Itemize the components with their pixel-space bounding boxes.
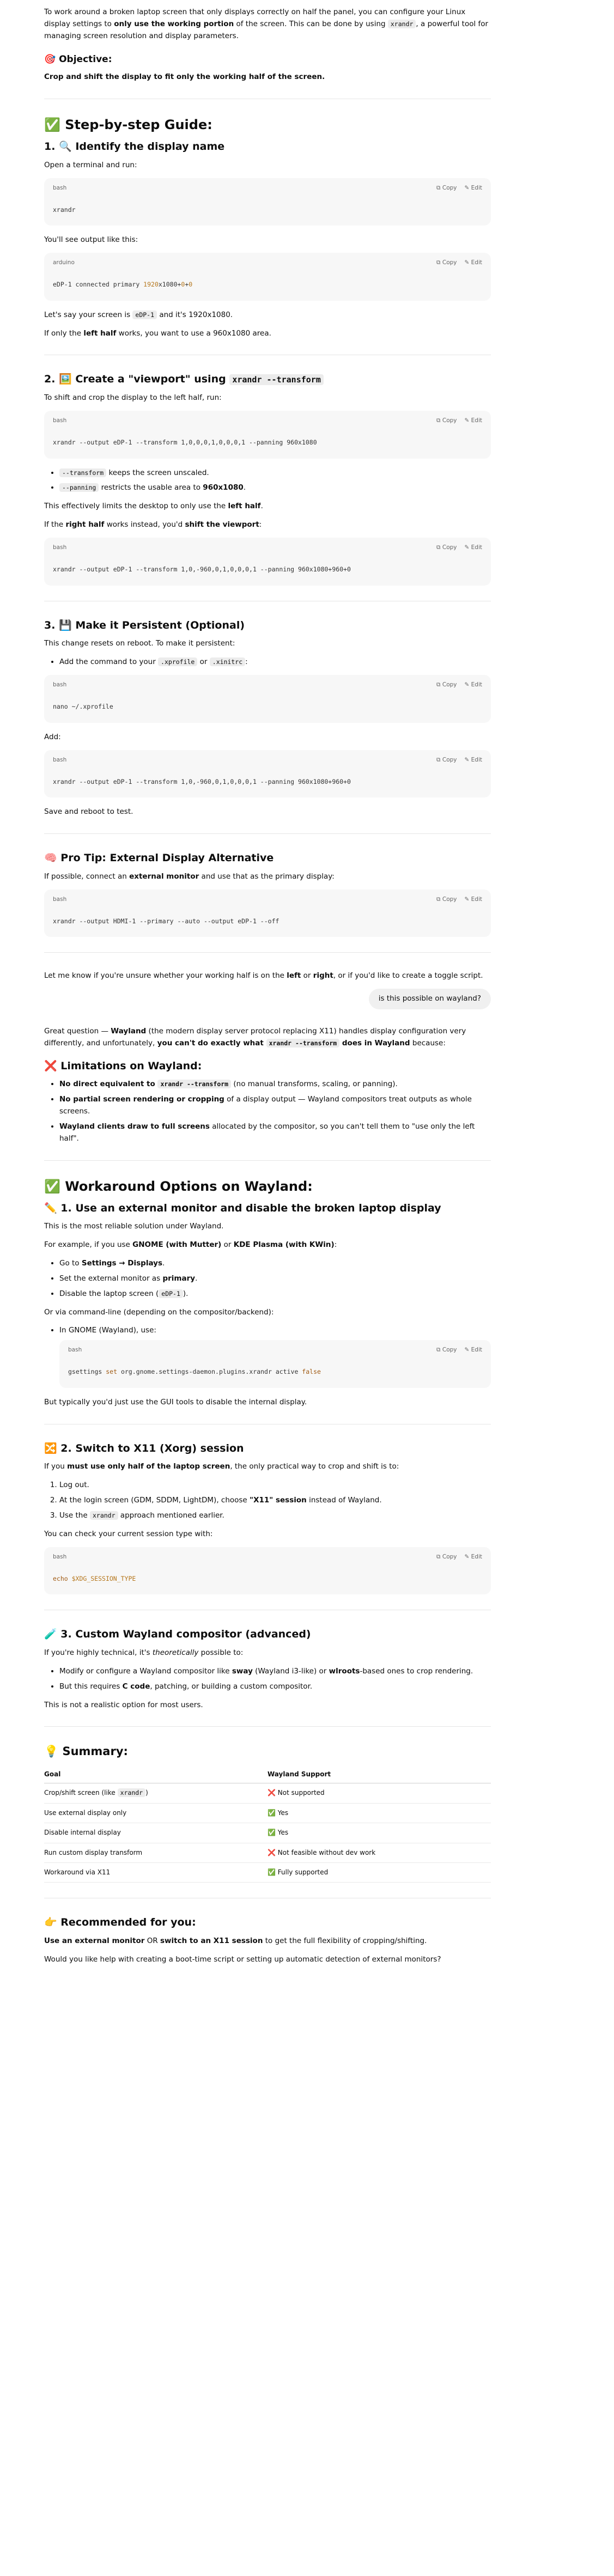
edit-label: Edit <box>471 681 482 689</box>
copy-button[interactable]: ⧉ Copy <box>436 1553 457 1560</box>
text-bold: Use an external monitor <box>44 1936 145 1946</box>
w1-p4: But typically you'd just use the GUI tools to disable the internal display. <box>44 1397 307 1406</box>
list-item <box>59 1666 491 1678</box>
step1-heading: 1. 🔍 Identify the display name <box>44 141 225 153</box>
text-bold: "X11" session <box>250 1496 307 1505</box>
copy-label: Copy <box>442 896 457 903</box>
code-content <box>44 267 491 301</box>
text: . <box>162 1259 165 1268</box>
text: If possible, connect an <box>44 872 130 881</box>
list-item: 1. Log out. <box>59 1479 491 1491</box>
text-bold: KDE Plasma (with KWin) <box>233 1240 335 1250</box>
ordered-list <box>59 1479 491 1522</box>
copy-label: Copy <box>442 259 457 266</box>
text-bold: wlroots <box>329 1666 360 1676</box>
text: (Wayland i3-like) or <box>252 1666 329 1676</box>
inline-code: --transform <box>59 468 106 477</box>
inline-code: xrandr --transform <box>229 374 324 385</box>
bullet-list <box>59 1079 491 1144</box>
table-header: Goal <box>44 1766 268 1783</box>
code-language: arduino <box>53 259 75 266</box>
copy-label: Copy <box>442 681 457 689</box>
recommended-p1 <box>44 1935 491 1947</box>
text: restricts the usable area to <box>99 483 203 492</box>
edit-button[interactable]: ✎ Edit <box>464 259 482 266</box>
code-content: xrandr --output eDP-1 --transform 1,0,-960,0,1,0,0,0,1 --panning 960x1080+960+0 <box>53 777 351 785</box>
table-cell: ✅ Yes <box>268 1803 491 1823</box>
code-language: bash <box>53 184 67 191</box>
table-header: Wayland Support <box>268 1766 491 1783</box>
code-block <box>44 750 491 798</box>
copy-button[interactable]: ⧉ Copy <box>436 417 457 424</box>
text: does in Wayland <box>339 1038 410 1048</box>
table-cell: Disable internal display <box>44 1823 268 1843</box>
edit-label: Edit <box>471 1347 482 1354</box>
inline-code: --panning <box>59 483 99 492</box>
answer-p1 <box>44 1026 491 1050</box>
code-block <box>44 178 491 226</box>
bullet-list <box>59 1258 491 1300</box>
limitations-heading: ❌ Limitations on Wayland: <box>44 1059 202 1072</box>
code-language: bash <box>53 1553 67 1560</box>
divider <box>44 833 491 834</box>
text-bold: right half <box>65 520 105 529</box>
code-content: nano ~/.xprofile <box>53 703 113 711</box>
code-block <box>44 538 491 586</box>
text-bold: only use the working portion <box>114 19 234 28</box>
edit-button[interactable]: ✎ Edit <box>464 756 482 763</box>
text: approach mentioned earlier. <box>118 1511 224 1520</box>
text-bold <box>59 1080 231 1088</box>
text: because: <box>410 1038 446 1048</box>
inline-code: xrandr <box>90 1511 118 1520</box>
list-item <box>59 1094 491 1118</box>
text: or <box>221 1240 234 1250</box>
text: . <box>260 502 263 511</box>
code-text: gsettings <box>68 1368 106 1376</box>
text-bold: switch to an X11 session <box>160 1936 263 1946</box>
intro-paragraph <box>44 7 491 42</box>
step2-p2 <box>44 501 491 513</box>
inline-code: xrandr --transform <box>157 1080 231 1088</box>
table-cell: Use external display only <box>44 1803 268 1823</box>
list-item <box>59 1258 491 1270</box>
text-bold: left half <box>83 328 117 338</box>
w2-p2: You can check your current session type with: <box>44 1529 213 1538</box>
text: to get the full flexibility of cropping/shifting. <box>263 1936 427 1946</box>
step1-p3 <box>44 309 491 321</box>
copy-button[interactable]: ⧉ Copy <box>436 544 457 551</box>
text: Let me know if you're unsure whether your working half is on the <box>44 971 287 981</box>
text: works instead, you'd <box>104 520 185 529</box>
code-language: bash <box>68 1347 82 1354</box>
text-bold: must use only half of the laptop screen <box>67 1462 230 1471</box>
edit-label: Edit <box>471 259 482 266</box>
text-bold: Wayland <box>111 1026 147 1036</box>
text: , patching, or building a custom compositor. <box>150 1682 313 1691</box>
step1-p1: Open a terminal and run: <box>44 160 137 169</box>
divider <box>44 1726 491 1727</box>
text: or <box>197 657 210 667</box>
list-item <box>59 1495 491 1507</box>
code-block <box>44 1547 491 1595</box>
text: This effectively limits the desktop to only use the <box>44 502 228 511</box>
text-bold: left half <box>228 502 261 511</box>
code-number: 0 <box>181 281 185 289</box>
text: -based ones to crop rendering. <box>360 1666 473 1676</box>
edit-button[interactable]: ✎ Edit <box>464 896 482 903</box>
edit-button[interactable]: ✎ Edit <box>464 1347 482 1354</box>
text: 2. 🖼️ Create a "viewport" using <box>44 373 230 386</box>
text: possible to: <box>198 1648 244 1658</box>
code-block <box>44 675 491 723</box>
divider <box>44 952 491 953</box>
summary-table <box>44 1766 491 1883</box>
edit-label: Edit <box>471 756 482 763</box>
text-italic: theoretically <box>152 1648 199 1658</box>
list-item <box>59 482 491 494</box>
copy-button[interactable]: ⧉ Copy <box>436 756 457 763</box>
table-row <box>44 1783 491 1803</box>
text-bold: sway <box>232 1666 253 1676</box>
code-text: eDP-1 connected primary <box>53 281 144 289</box>
text: of the screen. This can be done by using <box>234 19 388 28</box>
text: (no manual transforms, scaling, or panning). <box>231 1080 398 1089</box>
list-item <box>59 1079 491 1091</box>
text: , the only practical way to crop and shift is to: <box>230 1462 399 1471</box>
text: instead of Wayland. <box>306 1496 382 1505</box>
inline-code: .xprofile <box>158 657 197 666</box>
inline-code: .xinitrc <box>210 657 245 666</box>
objective-heading: 🎯 Objective: <box>44 53 112 65</box>
code-text: + <box>185 281 189 289</box>
text: At the login screen (GDM, SDDM, LightDM), choose <box>59 1496 250 1505</box>
text: you can't do exactly what <box>157 1038 266 1048</box>
chat-conversation <box>44 0 491 1994</box>
text: . <box>195 1274 198 1283</box>
w3-p2: This is not a realistic option for most users. <box>44 1700 203 1709</box>
code-text: x1080+ <box>158 281 181 289</box>
inline-code: xrandr --transform <box>266 1039 340 1048</box>
w2-p1 <box>44 1461 491 1473</box>
code-keyword: false <box>302 1368 321 1376</box>
text: If the <box>44 520 66 529</box>
text-bold: left <box>287 971 301 981</box>
text-bold: Wayland clients draw to full screens <box>59 1122 210 1131</box>
text: : <box>259 520 262 529</box>
text: Crop/shift screen (like <box>44 1789 118 1797</box>
copy-label: Copy <box>442 544 457 551</box>
text-bold: 960x1080 <box>203 483 244 492</box>
code-content: xrandr <box>53 205 76 214</box>
text: No direct equivalent to <box>59 1080 158 1089</box>
text: If you <box>44 1462 68 1471</box>
text: Great question — <box>44 1026 111 1036</box>
summary-heading: 💡 Summary: <box>44 1745 128 1758</box>
text: works, you want to use a 960x1080 area. <box>116 328 271 338</box>
inline-code: eDP-1 <box>132 310 157 319</box>
text-bold: external monitor <box>129 872 199 881</box>
table-cell: ❌ Not feasible without dev work <box>268 1843 491 1862</box>
copy-button[interactable]: ⧉ Copy <box>436 681 457 689</box>
list-item <box>59 467 491 479</box>
edit-label: Edit <box>471 1553 482 1560</box>
inline-code: xrandr <box>118 1788 146 1797</box>
text: . <box>243 483 246 492</box>
copy-button[interactable]: ⧉ Copy <box>436 259 457 266</box>
table-cell: ✅ Fully supported <box>268 1862 491 1882</box>
text: But this requires <box>59 1682 123 1691</box>
user-message: is this possible on wayland? <box>369 989 491 1009</box>
code-content: xrandr --output HDMI-1 --primary --auto --output eDP-1 --off <box>53 917 279 925</box>
text: allocated by the compositor, so you can't tell them to "use only the left half". <box>59 1122 475 1143</box>
divider <box>44 1160 491 1161</box>
step3-p3: Save and reboot to test. <box>44 807 133 817</box>
code-block <box>44 253 491 301</box>
user-message-row <box>44 989 491 1009</box>
text: of a display output — Wayland compositors treat outputs as whole screens. <box>59 1095 472 1116</box>
bullet-list <box>59 1325 491 1337</box>
code-content: xrandr --output eDP-1 --transform 1,0,0,0,1,0,0,0,1 --panning 960x1080 <box>53 438 317 446</box>
code-content <box>59 1355 491 1388</box>
table-cell: Run custom display transform <box>44 1843 268 1862</box>
text: Add the command to your <box>59 657 159 667</box>
workaround3-heading: 🧪 3. Custom Wayland compositor (advanced) <box>44 1628 311 1641</box>
workaround-heading: ✅ Workaround Options on Wayland: <box>44 1178 313 1194</box>
code-language: bash <box>53 681 67 689</box>
copy-button[interactable]: ⧉ Copy <box>436 896 457 903</box>
text: If only the <box>44 328 84 338</box>
text: or <box>301 971 313 981</box>
w3-p1 <box>44 1647 491 1659</box>
text: (the modern display server protocol replacing X11) handles display configuration very differently, and unfortunately, <box>44 1026 466 1048</box>
code-language: bash <box>53 544 67 551</box>
code-number: 1920 <box>143 281 159 289</box>
list-item <box>59 1510 491 1522</box>
text: , or if you'd like to create a toggle script. <box>333 971 483 981</box>
code-keyword: set <box>106 1368 118 1376</box>
code-language: bash <box>53 417 67 424</box>
recommended-p2: Would you like help with creating a boot-time script or setting up automatic detection of external monitors? <box>44 1954 441 1964</box>
step1-p4 <box>44 328 491 340</box>
table-row <box>44 1843 491 1862</box>
text: , a powerful tool for managing screen resolution and display parameters. <box>44 19 489 40</box>
table-cell: ✅ Yes <box>268 1823 491 1843</box>
copy-button[interactable]: ⧉ Copy <box>436 1347 457 1354</box>
text: Go to <box>59 1259 82 1268</box>
text: Modify or configure a Wayland compositor like <box>59 1666 232 1676</box>
code-number: 0 <box>189 281 193 289</box>
text: : <box>245 657 248 667</box>
text: ) <box>145 1789 148 1797</box>
closing-paragraph <box>44 970 491 982</box>
workaround1-heading: ✏️ 1. Use an external monitor and disable the broken laptop display <box>44 1202 441 1214</box>
text-bold: GNOME (with Mutter) <box>132 1240 222 1250</box>
table-cell <box>44 1783 268 1803</box>
list-item <box>59 1121 491 1145</box>
copy-label: Copy <box>442 417 457 424</box>
edit-label: Edit <box>471 417 482 424</box>
recommended-heading: 👉 Recommended for you: <box>44 1916 196 1929</box>
text: To work around a broken laptop screen that only displays correctly on half the panel, you can configure your Linux display settings to <box>44 8 466 28</box>
code-content <box>44 1562 491 1595</box>
w1-p2 <box>44 1239 491 1251</box>
text-bold: C code <box>122 1682 150 1691</box>
code-variable: $XDG_SESSION_TYPE <box>68 1574 136 1582</box>
copy-label: Copy <box>442 1553 457 1560</box>
code-block <box>59 1340 491 1388</box>
text: Use the <box>59 1511 90 1520</box>
edit-button[interactable]: ✎ Edit <box>464 681 482 689</box>
text: : <box>334 1240 337 1250</box>
step2-heading <box>44 373 491 387</box>
list-item <box>59 1681 491 1693</box>
table-cell: ❌ Not supported <box>268 1783 491 1803</box>
text-bold: No partial screen rendering or cropping <box>59 1095 224 1104</box>
protip-heading: 🧠 Pro Tip: External Display Alternative <box>44 852 274 864</box>
table-cell: Workaround via X11 <box>44 1862 268 1882</box>
copy-label: Copy <box>442 756 457 763</box>
edit-button[interactable]: ✎ Edit <box>464 184 482 191</box>
list-item: • In GNOME (Wayland), use: <box>59 1325 491 1337</box>
copy-label: Copy <box>442 1347 457 1354</box>
text: and use that as the primary display: <box>199 872 335 881</box>
text-bold <box>157 1039 410 1048</box>
text: OR <box>144 1936 161 1946</box>
guide-heading: ✅ Step-by-step Guide: <box>44 117 212 132</box>
copy-label: Copy <box>442 184 457 191</box>
edit-button[interactable]: ✎ Edit <box>464 417 482 424</box>
copy-button[interactable]: ⧉ Copy <box>436 184 457 191</box>
bullet-list <box>59 467 491 495</box>
text: Let's say your screen is <box>44 310 133 319</box>
w1-p3: Or via command-line (depending on the compositor/backend): <box>44 1307 274 1317</box>
workaround2-heading: 🔀 2. Switch to X11 (Xorg) session <box>44 1442 244 1454</box>
code-block <box>44 890 491 937</box>
list-item <box>59 656 491 668</box>
edit-label: Edit <box>471 896 482 903</box>
code-language: bash <box>53 756 67 763</box>
text: ). <box>183 1289 189 1298</box>
bullet-list <box>59 656 491 668</box>
table-row <box>44 1862 491 1882</box>
edit-button[interactable]: ✎ Edit <box>464 1553 482 1560</box>
edit-label: Edit <box>471 184 482 191</box>
bullet-list <box>59 1666 491 1693</box>
table-row <box>44 1803 491 1823</box>
step3-heading: 3. 💾 Make it Persistent (Optional) <box>44 619 245 631</box>
step1-p2: You'll see output like this: <box>44 235 138 245</box>
text: If you're highly technical, it's <box>44 1648 153 1658</box>
step3-p2: Add: <box>44 732 61 741</box>
text-bold: Crop and shift the display to fit only the working half of the screen. <box>44 72 325 82</box>
text-bold: right <box>313 971 333 981</box>
text: Disable the laptop screen ( <box>59 1289 159 1298</box>
list-item <box>59 1273 491 1285</box>
step2-p1: To shift and crop the display to the left half, run: <box>44 393 222 403</box>
text: keeps the screen unscaled. <box>106 468 209 477</box>
objective-text <box>44 71 491 83</box>
table-row <box>44 1823 491 1843</box>
text-bold: shift the viewport <box>185 520 259 529</box>
text-bold: primary <box>162 1274 196 1283</box>
inline-code: eDP-1 <box>159 1289 183 1298</box>
text: For example, if you use <box>44 1240 133 1250</box>
code-content: xrandr --output eDP-1 --transform 1,0,-960,0,1,0,0,0,1 --panning 960x1080+960+0 <box>53 565 351 574</box>
table-header-row <box>44 1766 491 1783</box>
code-keyword: echo <box>53 1574 68 1582</box>
list-item <box>59 1288 491 1300</box>
step2-p3 <box>44 519 491 531</box>
code-text: org.gnome.settings-daemon.plugins.xrandr active <box>117 1368 302 1376</box>
text: and it's 1920x1080. <box>157 310 233 319</box>
edit-label: Edit <box>471 544 482 551</box>
code-block <box>44 411 491 459</box>
protip-p1 <box>44 871 491 883</box>
step3-p1: This change resets on reboot. To make it persistent: <box>44 639 235 648</box>
w1-p1: This is the most reliable solution under Wayland. <box>44 1222 224 1231</box>
edit-button[interactable]: ✎ Edit <box>464 544 482 551</box>
text-bold: Settings → Displays <box>81 1259 162 1268</box>
inline-code: xrandr <box>388 20 416 28</box>
text: Set the external monitor as <box>59 1274 163 1283</box>
code-language: bash <box>53 896 67 903</box>
